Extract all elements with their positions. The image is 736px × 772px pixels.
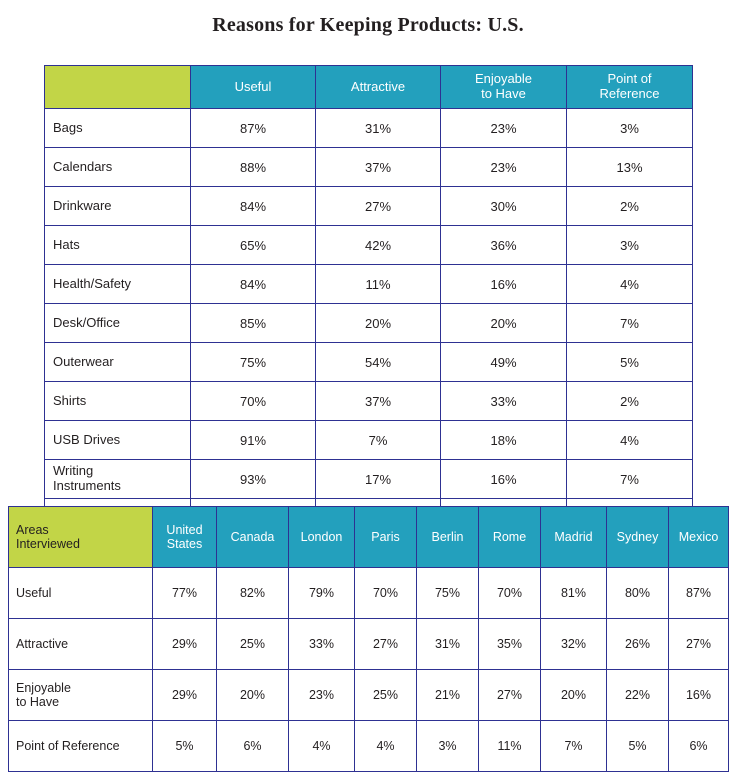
cell-enjoyable-sydney: 22% <box>607 670 669 721</box>
column-header-sydney: Sydney <box>607 507 669 568</box>
cell-outerwear-useful: 75% <box>191 343 316 382</box>
areas-interviewed-table <box>8 506 729 772</box>
cell-hats-enjoyable: 36% <box>441 226 567 265</box>
column-header-useful <box>191 66 316 109</box>
cell-useful-canada: 82% <box>217 568 289 619</box>
column-header-point-of-reference <box>567 66 693 109</box>
cell-drinkware-attractive: 27% <box>316 187 441 226</box>
cell-attractive-sydney: 26% <box>607 619 669 670</box>
table-header-row <box>45 66 693 109</box>
cell-calendars-point-of-reference: 13% <box>567 148 693 187</box>
cell-point-of-reference-paris: 4% <box>355 721 417 772</box>
row-label-calendars: Calendars <box>45 148 191 187</box>
column-header-point-of-reference-line1: Point of <box>607 71 652 87</box>
cell-desk-office-useful: 85% <box>191 304 316 343</box>
areas-interviewed-line1: Areas <box>16 522 49 537</box>
cell-attractive-berlin: 31% <box>417 619 479 670</box>
cell-calendars-useful: 88% <box>191 148 316 187</box>
cell-enjoyable-united-states: 29% <box>153 670 217 721</box>
column-header-enjoyable-line1: Enjoyable <box>474 71 533 87</box>
cell-drinkware-point-of-reference: 2% <box>567 187 693 226</box>
cell-point-of-reference-mexico: 6% <box>669 721 729 772</box>
table-row <box>45 460 693 499</box>
cell-attractive-rome: 35% <box>479 619 541 670</box>
cell-drinkware-useful: 84% <box>191 187 316 226</box>
table-row <box>45 304 693 343</box>
column-header-enjoyable-line2: to Have <box>481 86 526 101</box>
cell-enjoyable-paris: 25% <box>355 670 417 721</box>
table-row <box>45 109 693 148</box>
cell-calendars-attractive: 37% <box>316 148 441 187</box>
column-header-london: London <box>289 507 355 568</box>
cell-writing-instruments-enjoyable: 16% <box>441 460 567 499</box>
row-label-writing-instruments-line1: Writing <box>53 463 94 479</box>
row-label-enjoyable-line1: Enjoyable <box>16 680 71 695</box>
column-header-attractive <box>316 66 441 109</box>
cell-desk-office-point-of-reference: 7% <box>567 304 693 343</box>
cell-enjoyable-rome: 27% <box>479 670 541 721</box>
row-label-useful: Useful <box>9 568 153 619</box>
cell-point-of-reference-madrid: 7% <box>541 721 607 772</box>
cell-useful-rome: 70% <box>479 568 541 619</box>
cell-hats-attractive: 42% <box>316 226 441 265</box>
table-row <box>45 421 693 460</box>
cell-attractive-canada: 25% <box>217 619 289 670</box>
row-label-hats: Hats <box>45 226 191 265</box>
column-header-berlin: Berlin <box>417 507 479 568</box>
cell-attractive-paris: 27% <box>355 619 417 670</box>
row-label-enjoyable-to-have <box>9 670 153 721</box>
areas-interviewed-table-container <box>8 506 728 772</box>
column-header-madrid: Madrid <box>541 507 607 568</box>
cell-usb-drives-useful: 91% <box>191 421 316 460</box>
column-header-united-states-line1: United <box>166 522 203 537</box>
cell-writing-instruments-point-of-reference: 7% <box>567 460 693 499</box>
cell-usb-drives-enjoyable: 18% <box>441 421 567 460</box>
cell-health-safety-useful: 84% <box>191 265 316 304</box>
row-label-writing-instruments <box>45 460 191 499</box>
cell-point-of-reference-london: 4% <box>289 721 355 772</box>
table-row <box>45 343 693 382</box>
cell-hats-useful: 65% <box>191 226 316 265</box>
row-label-health-safety: Health/Safety <box>45 265 191 304</box>
table-row <box>45 265 693 304</box>
table-row <box>9 721 729 772</box>
cell-usb-drives-point-of-reference: 4% <box>567 421 693 460</box>
table2-corner-cell-areas-interviewed <box>9 507 153 568</box>
cell-health-safety-enjoyable: 16% <box>441 265 567 304</box>
row-label-desk-office: Desk/Office <box>45 304 191 343</box>
column-header-useful-line1: Useful <box>234 78 272 94</box>
row-label-bags: Bags <box>45 109 191 148</box>
cell-useful-united-states: 77% <box>153 568 217 619</box>
cell-health-safety-point-of-reference: 4% <box>567 265 693 304</box>
cell-bags-point-of-reference: 3% <box>567 109 693 148</box>
row-label-usb-drives: USB Drives <box>45 421 191 460</box>
table-row <box>45 382 693 421</box>
cell-desk-office-enjoyable: 20% <box>441 304 567 343</box>
row-label-drinkware: Drinkware <box>45 187 191 226</box>
cell-shirts-enjoyable: 33% <box>441 382 567 421</box>
reasons-for-keeping-products-table <box>44 65 693 538</box>
cell-useful-sydney: 80% <box>607 568 669 619</box>
column-header-united-states-line2: States <box>166 537 203 551</box>
cell-enjoyable-london: 23% <box>289 670 355 721</box>
cell-outerwear-point-of-reference: 5% <box>567 343 693 382</box>
table-row <box>9 670 729 721</box>
row-label-shirts: Shirts <box>45 382 191 421</box>
cell-point-of-reference-rome: 11% <box>479 721 541 772</box>
column-header-mexico: Mexico <box>669 507 729 568</box>
row-label-writing-instruments-line2: Instruments <box>53 478 121 493</box>
column-header-united-states <box>153 507 217 568</box>
column-header-enjoyable-to-have <box>441 66 567 109</box>
cell-desk-office-attractive: 20% <box>316 304 441 343</box>
cell-writing-instruments-useful: 93% <box>191 460 316 499</box>
cell-usb-drives-attractive: 7% <box>316 421 441 460</box>
table-header-row <box>9 507 729 568</box>
cell-shirts-attractive: 37% <box>316 382 441 421</box>
table-row <box>45 187 693 226</box>
row-label-outerwear: Outerwear <box>45 343 191 382</box>
cell-calendars-enjoyable: 23% <box>441 148 567 187</box>
cell-attractive-london: 33% <box>289 619 355 670</box>
table-row <box>45 148 693 187</box>
cell-hats-point-of-reference: 3% <box>567 226 693 265</box>
cell-attractive-united-states: 29% <box>153 619 217 670</box>
cell-outerwear-attractive: 54% <box>316 343 441 382</box>
cell-useful-berlin: 75% <box>417 568 479 619</box>
column-header-paris: Paris <box>355 507 417 568</box>
row-label-attractive: Attractive <box>9 619 153 670</box>
table-row <box>9 619 729 670</box>
cell-enjoyable-mexico: 16% <box>669 670 729 721</box>
cell-point-of-reference-united-states: 5% <box>153 721 217 772</box>
cell-useful-mexico: 87% <box>669 568 729 619</box>
cell-enjoyable-canada: 20% <box>217 670 289 721</box>
row-label-enjoyable-line2: to Have <box>16 695 60 709</box>
page-title: Reasons for Keeping Products: U.S. <box>212 14 524 36</box>
cell-attractive-madrid: 32% <box>541 619 607 670</box>
cell-useful-paris: 70% <box>355 568 417 619</box>
cell-attractive-mexico: 27% <box>669 619 729 670</box>
column-header-attractive-line1: Attractive <box>350 78 406 94</box>
table-row <box>9 568 729 619</box>
cell-bags-enjoyable: 23% <box>441 109 567 148</box>
column-header-canada: Canada <box>217 507 289 568</box>
cell-outerwear-enjoyable: 49% <box>441 343 567 382</box>
cell-point-of-reference-canada: 6% <box>217 721 289 772</box>
cell-point-of-reference-berlin: 3% <box>417 721 479 772</box>
column-header-rome: Rome <box>479 507 541 568</box>
reasons-for-keeping-products-table-container <box>44 65 692 538</box>
cell-useful-madrid: 81% <box>541 568 607 619</box>
cell-point-of-reference-sydney: 5% <box>607 721 669 772</box>
cell-writing-instruments-attractive: 17% <box>316 460 441 499</box>
table-row <box>45 226 693 265</box>
cell-drinkware-enjoyable: 30% <box>441 187 567 226</box>
row-label-point-of-reference: Point of Reference <box>9 721 153 772</box>
areas-interviewed-line2: Interviewed <box>16 537 80 551</box>
cell-bags-attractive: 31% <box>316 109 441 148</box>
cell-useful-london: 79% <box>289 568 355 619</box>
cell-enjoyable-madrid: 20% <box>541 670 607 721</box>
cell-bags-useful: 87% <box>191 109 316 148</box>
cell-enjoyable-berlin: 21% <box>417 670 479 721</box>
cell-health-safety-attractive: 11% <box>316 265 441 304</box>
cell-shirts-point-of-reference: 2% <box>567 382 693 421</box>
column-header-point-of-reference-line2: Reference <box>599 86 660 101</box>
cell-shirts-useful: 70% <box>191 382 316 421</box>
table1-corner-cell <box>45 66 191 109</box>
